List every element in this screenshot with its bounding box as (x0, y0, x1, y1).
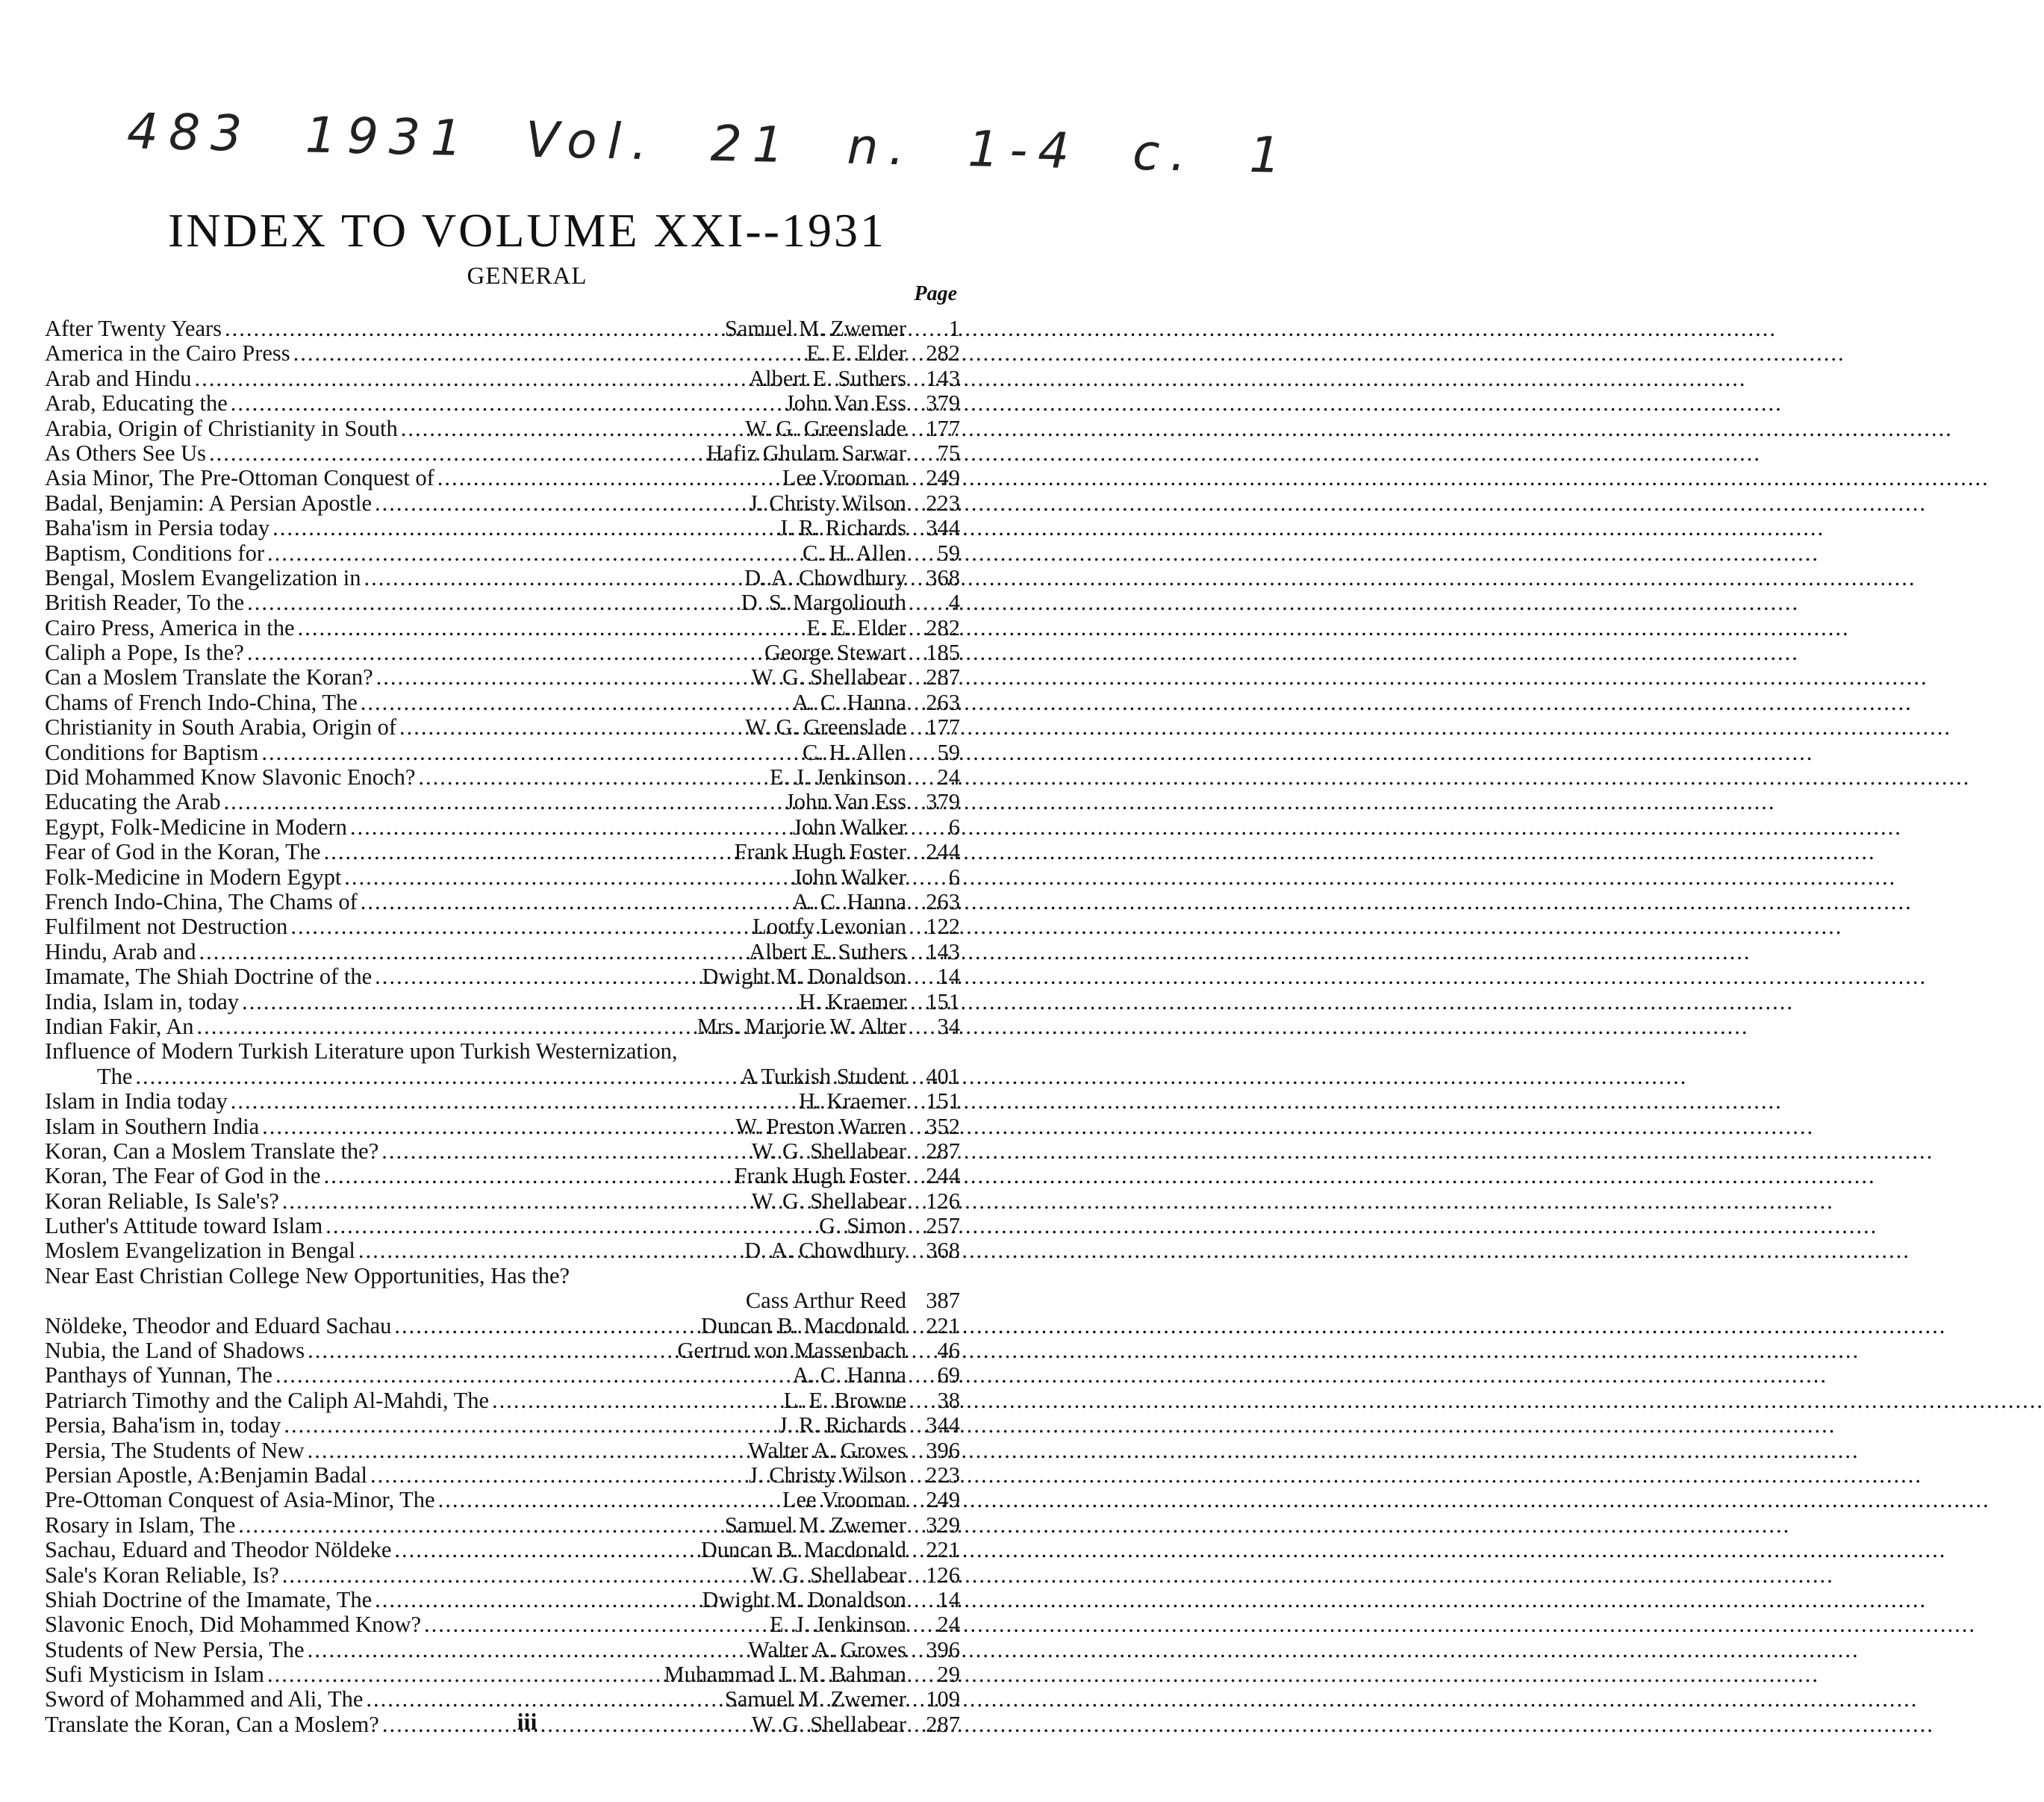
leader-dots (325, 1214, 816, 1238)
entry-page: 126 (926, 1188, 960, 1214)
entry-author: A Turkish Student (740, 1063, 906, 1089)
index-entry (45, 1238, 960, 1263)
index-entry (45, 466, 960, 490)
index-entry (45, 616, 960, 640)
entry-subject: Can a Moslem Translate the Koran? (45, 664, 373, 690)
entry-page: 6 (948, 864, 960, 890)
entry-page: 396 (926, 1437, 960, 1463)
leader-dots (324, 1164, 732, 1188)
leader-dots (358, 1238, 741, 1263)
leader-dots (293, 341, 804, 366)
index-entry (45, 491, 960, 516)
entry-page: 263 (926, 689, 960, 715)
entry-page: 344 (926, 515, 960, 541)
leader-dots (247, 640, 761, 665)
entry-page: 24 (937, 1612, 960, 1638)
entry-author: George Stewart (764, 640, 906, 666)
entry-author: Samuel M. Zwemer (724, 316, 906, 341)
entry-subject: Patriarch Timothy and the Caliph Al-Mahdi, The (45, 1387, 489, 1413)
index-entry (45, 1388, 960, 1413)
entry-page: 46 (937, 1338, 960, 1364)
entry-author: C. H. Allen (803, 540, 906, 566)
entry-subject: Asia Minor, The Pre-Ottoman Conquest of (45, 465, 434, 491)
entry-subject: Caliph a Pope, Is the? (45, 640, 244, 666)
entry-subject: Persia, Baha'ism in, today (45, 1412, 281, 1438)
entry-subject: Baha'ism in Persia today (45, 515, 270, 541)
entry-author: A. C. Hanna (792, 689, 906, 715)
entry-author: W. G. Shellabear (751, 1138, 906, 1164)
leader-dots (381, 1139, 749, 1164)
entry-page: 122 (926, 914, 960, 940)
index-entry-continuation (45, 1288, 960, 1313)
index-entry (45, 1413, 960, 1438)
entry-subject: Conditions for Baptism (45, 739, 259, 765)
entry-author: Lootfy Levonian (753, 914, 906, 940)
index-entry (45, 715, 960, 740)
entry-subject: Hindu, Arab and (45, 938, 196, 964)
index-entry (45, 914, 960, 939)
index-entry (45, 1662, 960, 1687)
entry-subject: Educating the Arab (45, 789, 221, 815)
entry-subject: British Reader, To the (45, 590, 245, 616)
leader-dots (199, 940, 746, 964)
leader-dots (298, 616, 804, 640)
entry-page: 368 (926, 564, 960, 590)
entry-page: 34 (937, 1013, 960, 1039)
entry-subject: Moslem Evangelization in Bengal (45, 1238, 355, 1264)
index-entry (45, 815, 960, 840)
entry-subject: Islam in India today (45, 1088, 228, 1114)
entry-page: 29 (937, 1662, 960, 1688)
leader-dots (364, 566, 742, 590)
leader-dots (290, 914, 750, 939)
entry-page: 287 (926, 1711, 960, 1737)
entry-subject: Arab, Educating the (45, 390, 228, 417)
leader-dots (401, 417, 743, 441)
entry-page: 177 (926, 714, 960, 741)
entry-author: W. G. Greenslade (745, 714, 906, 741)
leader-dots (262, 1114, 732, 1139)
entry-page: 401 (926, 1063, 960, 1089)
entry-author: H. Kraemer (799, 988, 906, 1014)
leader-dots (361, 690, 790, 715)
entry-author: Duncan B. Macdonald (700, 1537, 906, 1563)
entry-page: 329 (926, 1512, 960, 1538)
entry-subject: Persian Apostle, A:Benjamin Badal (45, 1462, 368, 1488)
entry-page: 344 (926, 1412, 960, 1438)
entry-subject: Christianity in South Arabia, Origin of (45, 714, 397, 741)
index-entry (45, 1513, 960, 1538)
leader-dots (308, 1638, 746, 1662)
entry-page: 249 (926, 1487, 960, 1513)
index-entry (45, 1463, 960, 1488)
leader-dots (267, 1662, 661, 1687)
entry-author: E. J. Jenkinson (770, 764, 906, 791)
entry-page: 387 (926, 1288, 960, 1314)
index-entry (45, 317, 960, 341)
entry-page: 38 (937, 1387, 960, 1413)
entry-page: 368 (926, 1238, 960, 1264)
leader-dots (209, 441, 703, 466)
index-entry (45, 1114, 960, 1139)
index-entry (45, 417, 960, 441)
entry-author: John Van Ess (785, 390, 906, 417)
leader-dots (361, 890, 790, 914)
entry-author: Dwight M. Donaldson (702, 964, 906, 990)
entry-author: Lee Vrooman (782, 465, 906, 491)
entry-subject: Fulfilment not Destruction (45, 914, 288, 940)
index-entry (45, 441, 960, 466)
leader-dots (418, 765, 767, 790)
page-title: INDEX TO VOLUME XXI--1931 (167, 204, 887, 257)
entry-author: E. E. Elder (806, 340, 906, 367)
index-entry (45, 964, 960, 989)
index-entry (45, 1089, 960, 1114)
entry-page: 69 (937, 1362, 960, 1388)
leader-dots (350, 815, 790, 840)
entry-page: 59 (937, 739, 960, 765)
entry-subject: Koran, The Fear of God in the (45, 1163, 321, 1189)
entry-page: 223 (926, 1462, 960, 1488)
entry-subject: Imamate, The Shiah Doctrine of the (45, 964, 373, 990)
entry-page: 151 (926, 1088, 960, 1114)
index-entry (45, 741, 960, 765)
leader-dots (282, 1563, 749, 1588)
entry-subject: Baptism, Conditions for (45, 540, 264, 566)
entry-page: 287 (926, 1138, 960, 1164)
entry-page: 379 (926, 390, 960, 417)
index-entry (45, 1488, 960, 1512)
entry-page: 151 (926, 988, 960, 1014)
entry-subject: Sachau, Eduard and Theodor Nöldeke (45, 1537, 392, 1563)
leader-dots (394, 1538, 697, 1562)
index-entry (45, 640, 960, 665)
index-entry (45, 1264, 960, 1288)
entry-subject: Nöldeke, Theodor and Eduard Sachau (45, 1312, 392, 1338)
index-entry (45, 1563, 960, 1588)
entry-author: W. G. Greenslade (745, 415, 906, 441)
index-entry (45, 541, 960, 566)
entry-author: W. Preston Warren (735, 1113, 906, 1139)
entry-page: 282 (926, 340, 960, 367)
index-entry (45, 1363, 960, 1388)
index-entry (45, 1189, 960, 1214)
entry-author: D. A. Chowdhury (744, 564, 906, 590)
entry-page: 249 (926, 465, 960, 491)
entry-subject: Nubia, the Land of Shadows (45, 1338, 305, 1364)
leader-dots (308, 1438, 746, 1463)
leader-dots (231, 391, 782, 416)
index-list (45, 317, 960, 1737)
entry-author: Walter A. Groves (748, 1636, 906, 1662)
entry-author: Frank Hugh Foster (734, 839, 906, 865)
entry-author: John Walker (793, 864, 906, 890)
leader-dots (370, 1463, 746, 1488)
entry-author: J. R. Richards (778, 515, 906, 541)
entry-subject: Koran Reliable, Is Sale's? (45, 1188, 279, 1214)
entry-author: D. A. Chowdhury (744, 1238, 906, 1264)
index-entry (45, 1214, 960, 1238)
entry-author: Cass Arthur Reed (745, 1288, 906, 1314)
entry-page: 257 (926, 1213, 960, 1239)
leader-dots (375, 964, 699, 989)
entry-author: Albert E. Suthers (749, 365, 906, 391)
entry-author: W. G. Shellabear (751, 1711, 906, 1737)
index-entry (45, 367, 960, 391)
leader-dots (437, 466, 779, 490)
entry-subject: Panthays of Yunnan, The (45, 1362, 272, 1388)
leader-dots (242, 990, 796, 1014)
entry-author: Samuel M. Zwemer (724, 1686, 906, 1712)
entry-subject: French Indo-China, The Chams of (45, 888, 358, 914)
entry-author: Frank Hugh Foster (734, 1163, 906, 1189)
leader-dots (424, 1612, 767, 1637)
entry-subject: Near East Christian College New Opportunities, Has the? (45, 1262, 570, 1288)
entry-subject: Badal, Benjamin: A Persian Apostle (45, 490, 372, 516)
entry-page: 221 (926, 1537, 960, 1563)
entry-subject: After Twenty Years (45, 316, 222, 341)
leader-dots (308, 1338, 674, 1363)
index-entry (45, 1039, 960, 1064)
entry-author: John Walker (793, 814, 906, 840)
entry-subject: Persia, The Students of New (45, 1437, 305, 1463)
entry-author: W. G. Shellabear (751, 1188, 906, 1214)
section-heading: GENERAL (467, 263, 588, 290)
index-entry (45, 1438, 960, 1463)
entry-page: 4 (948, 590, 960, 616)
index-entry (45, 840, 960, 864)
page-column-header: Page (914, 282, 957, 305)
entry-author: W. G. Shellabear (751, 664, 906, 690)
entry-author: J. R. Richards (778, 1412, 906, 1438)
entry-page: 109 (926, 1686, 960, 1712)
entry-page: 244 (926, 839, 960, 865)
leader-dots (324, 840, 732, 864)
entry-subject: India, Islam in, today (45, 988, 240, 1014)
entry-subject: As Others See Us (45, 440, 207, 466)
entry-page: 59 (937, 540, 960, 566)
entry-subject: Translate the Koran, Can a Moslem? (45, 1711, 379, 1737)
index-entry (45, 690, 960, 715)
index-entry (45, 1014, 960, 1039)
leader-dots (195, 367, 747, 391)
entry-author: A. C. Hanna (792, 888, 906, 914)
entry-subject: Sword of Mohammed and Ali, The (45, 1686, 364, 1712)
index-entry (45, 1588, 960, 1612)
leader-dots (375, 1588, 699, 1612)
entry-page: 379 (926, 789, 960, 815)
entry-author: E. E. Elder (806, 614, 906, 640)
leader-dots (376, 665, 749, 690)
leader-dots (272, 516, 776, 540)
entry-subject: Bengal, Moslem Evangelization in (45, 564, 361, 590)
entry-author: Dwight M. Donaldson (702, 1586, 906, 1612)
entry-author: H. Kraemer (799, 1088, 906, 1114)
index-entry (45, 391, 960, 416)
index-entry-continuation (45, 1064, 960, 1089)
entry-subject: Islam in Southern India (45, 1113, 260, 1139)
entry-subject: Did Mohammed Know Slavonic Enoch? (45, 764, 416, 791)
leader-dots (394, 1314, 697, 1338)
entry-author: E. J. Jenkinson (770, 1612, 906, 1638)
index-entry (45, 665, 960, 690)
entry-subject: Sufi Mysticism in Islam (45, 1662, 264, 1688)
entry-author: Albert E. Suthers (749, 938, 906, 964)
entry-page: 282 (926, 614, 960, 640)
index-entry (45, 1538, 960, 1562)
entry-subject: Shiah Doctrine of the Imamate, The (45, 1586, 373, 1612)
entry-subject: Cairo Press, America in the (45, 614, 295, 640)
entry-page: 244 (926, 1163, 960, 1189)
entry-author: Mrs. Marjorie W. Alter (697, 1013, 906, 1039)
entry-author: Lee Vrooman (782, 1487, 906, 1513)
entry-subject: Indian Fakir, An (45, 1013, 194, 1039)
entry-subject: The (97, 1063, 133, 1089)
entry-author: D. S. Margoliouth (741, 590, 906, 616)
entry-author: Duncan B. Macdonald (700, 1312, 906, 1338)
entry-author: J. Christy Wilson (749, 1462, 906, 1488)
entry-page: 14 (937, 1586, 960, 1612)
entry-subject: Arab and Hindu (45, 365, 192, 391)
entry-subject: Influence of Modern Turkish Literature upon Turkish Westernization, (45, 1038, 678, 1064)
entry-page: 24 (937, 764, 960, 791)
index-entry (45, 1164, 960, 1188)
entry-author: Samuel M. Zwemer (724, 1512, 906, 1538)
entry-subject: Chams of French Indo-China, The (45, 689, 358, 715)
index-entry (45, 341, 960, 366)
entry-subject: Arabia, Origin of Christianity in South (45, 415, 398, 441)
entry-subject: Rosary in Islam, The (45, 1512, 236, 1538)
index-entry (45, 1139, 960, 1164)
entry-author: Walter A. Groves (748, 1437, 906, 1463)
index-entry (45, 990, 960, 1014)
entry-subject: Koran, Can a Moslem Translate the? (45, 1138, 379, 1164)
index-entry (45, 1338, 960, 1363)
entry-page: 263 (926, 888, 960, 914)
leader-dots (282, 1189, 749, 1214)
entry-page: 221 (926, 1312, 960, 1338)
index-entry (45, 590, 960, 615)
entry-page: 223 (926, 490, 960, 516)
leader-dots (197, 1014, 694, 1039)
entry-page: 185 (926, 640, 960, 666)
entry-author: Hafiz Ghulam Sarwar (706, 440, 906, 466)
leader-dots (399, 715, 742, 740)
entry-page: 143 (926, 365, 960, 391)
index-entry (45, 940, 960, 964)
entry-page: 287 (926, 664, 960, 690)
entry-subject: Slavonic Enoch, Did Mohammed Know? (45, 1612, 422, 1638)
index-entry (45, 790, 960, 814)
entry-subject: Pre-Ottoman Conquest of Asia-Minor, The (45, 1487, 435, 1513)
index-entry (45, 765, 960, 790)
index-entry (45, 566, 960, 590)
entry-page: 396 (926, 1636, 960, 1662)
page-folio: iii (517, 1708, 538, 1735)
entry-subject: Fear of God in the Koran, The (45, 839, 321, 865)
entry-page: 352 (926, 1113, 960, 1139)
leader-dots (223, 790, 782, 814)
entry-author: C. H. Allen (803, 739, 906, 765)
leader-dots (375, 491, 746, 516)
entry-page: 75 (937, 440, 960, 466)
entry-page: 126 (926, 1562, 960, 1588)
leader-dots (247, 590, 738, 615)
entry-author: Gertrud von Massenbach (677, 1338, 906, 1364)
entry-author: G. Simon (819, 1213, 906, 1239)
leader-dots (284, 1413, 775, 1438)
leader-dots (231, 1089, 796, 1114)
entry-author: L. E. Browne (783, 1387, 906, 1413)
entry-subject: Egypt, Folk-Medicine in Modern (45, 814, 347, 840)
leader-dots (344, 865, 790, 890)
entry-page: 1 (948, 316, 960, 341)
index-entry (45, 1612, 960, 1637)
leader-dots (438, 1488, 779, 1512)
leader-dots (225, 317, 722, 341)
index-entry (45, 516, 960, 540)
entry-author: John Van Ess (785, 789, 906, 815)
entry-author: Muhammad I. M. Bahman (664, 1662, 906, 1688)
leader-dots (261, 741, 800, 765)
leader-dots (275, 1363, 790, 1388)
leader-dots (267, 541, 800, 566)
entry-subject: Folk-Medicine in Modern Egypt (45, 864, 342, 890)
leader-dots (492, 1388, 781, 1413)
entry-subject: Luther's Attitude toward Islam (45, 1213, 323, 1239)
leader-dots (238, 1513, 722, 1538)
entry-page: 143 (926, 938, 960, 964)
index-entry (45, 1638, 960, 1662)
index-entry (45, 865, 960, 890)
entry-page: 177 (926, 415, 960, 441)
entry-page: 14 (937, 964, 960, 990)
entry-author: A. C. Hanna (792, 1362, 906, 1388)
entry-subject: Sale's Koran Reliable, Is? (45, 1562, 279, 1588)
entry-page: 6 (948, 814, 960, 840)
index-entry (45, 1314, 960, 1338)
index-entry (45, 890, 960, 914)
entry-subject: Students of New Persia, The (45, 1636, 305, 1662)
entry-subject: America in the Cairo Press (45, 340, 290, 367)
leader-dots (135, 1064, 738, 1089)
handwritten-call-number: 483 1931 Vol. 21 n. 1-4 c. 1 (126, 102, 1292, 185)
entry-author: J. Christy Wilson (749, 490, 906, 516)
entry-author: W. G. Shellabear (751, 1562, 906, 1588)
